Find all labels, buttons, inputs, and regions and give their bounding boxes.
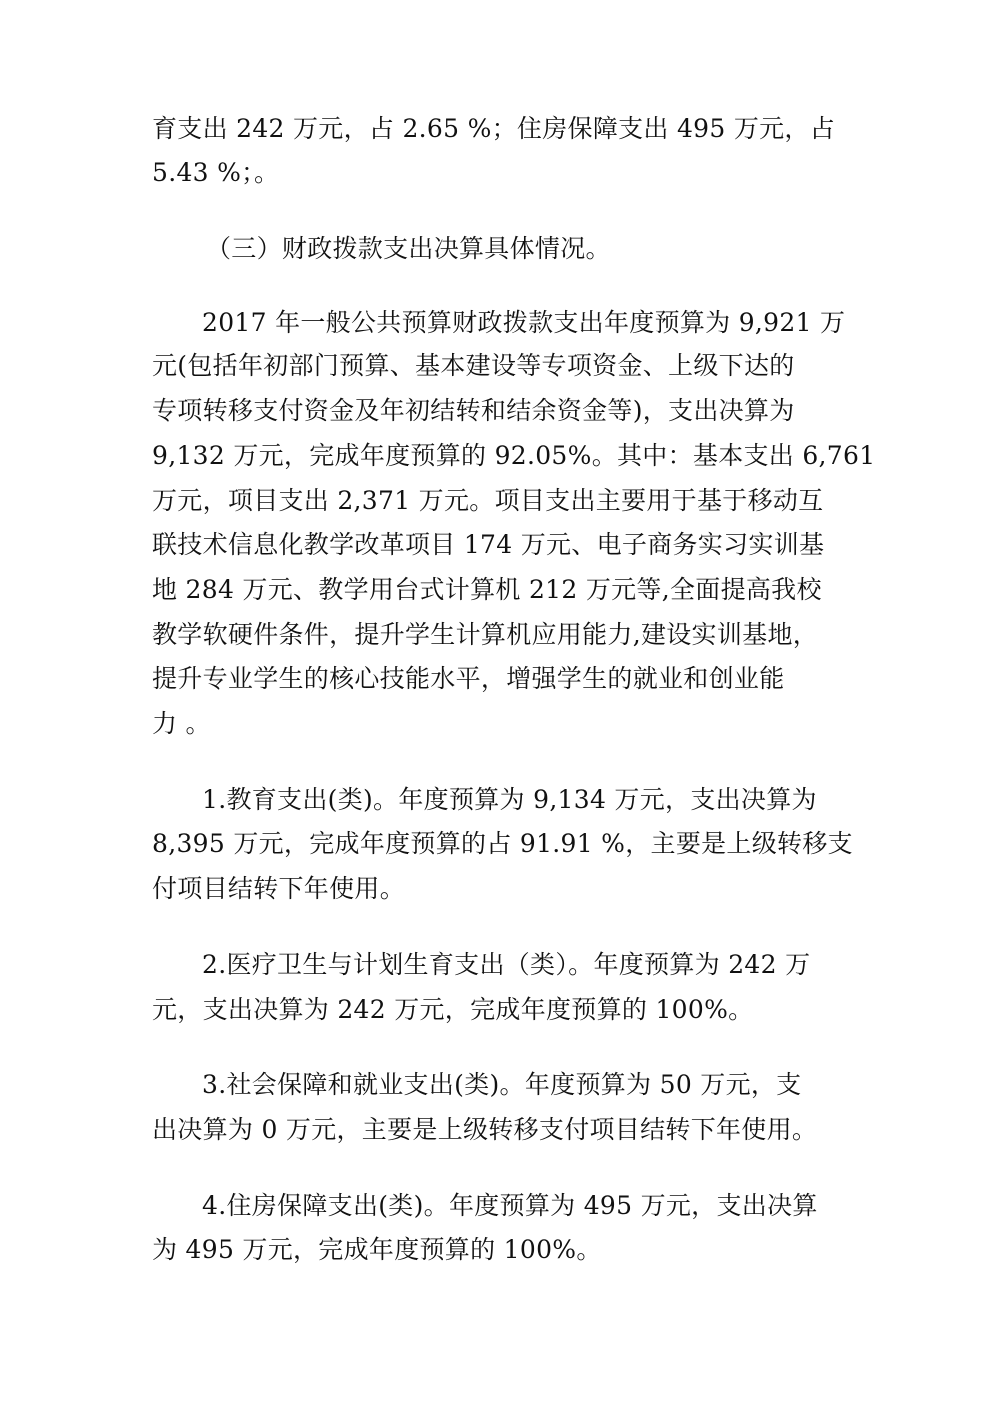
- text-line: 地 284 万元、教学用台式计算机 212 万元等,全面提高我校: [152, 575, 822, 604]
- text-line: 4.住房保障支出(类)。年度预算为 495 万元，支出决算: [202, 1191, 818, 1220]
- text-line: 万元，项目支出 2,371 万元。项目支出主要用于基于移动互: [152, 486, 824, 515]
- text-line: 1.教育支出(类)。年度预算为 9,134 万元，支出决算为: [202, 785, 817, 814]
- section-heading: （三）财政拨款支出决算具体情况。: [206, 234, 611, 263]
- text-line: 出决算为 0 万元，主要是上级转移支付项目结转下年使用。: [152, 1115, 818, 1144]
- text-line: 3.社会保障和就业支出(类)。年度预算为 50 万元，支: [202, 1070, 802, 1099]
- text-line: 2017 年一般公共预算财政拨款支出年度预算为 9,921 万: [202, 308, 846, 337]
- text-line: 为 495 万元，完成年度预算的 100%。: [152, 1235, 602, 1264]
- text-line: 8,395 万元，完成年度预算的占 91.91 %，主要是上级转移支: [152, 829, 853, 858]
- text-line: 育支出 242 万元，占 2.65 %；住房保障支出 495 万元，占: [152, 114, 836, 143]
- text-line: 付项目结转下年使用。: [152, 874, 406, 903]
- text-line: 2.医疗卫生与计划生育支出（类）。年度预算为 242 万: [202, 950, 811, 979]
- text-line: 专项转移支付资金及年初结转和结余资金等)，支出决算为: [152, 396, 795, 425]
- text-line: 元(包括年初部门预算、基本建设等专项资金、上级下达的: [152, 351, 795, 380]
- text-line: 教学软硬件条件，提升学生计算机应用能力,建设实训基地，: [152, 620, 819, 649]
- text-line: 元，支出决算为 242 万元，完成年度预算的 100%。: [152, 995, 754, 1024]
- text-line: 联技术信息化教学改革项目 174 万元、电子商务实习实训基: [152, 530, 825, 559]
- text-line: 9,132 万元，完成年度预算的 92.05%。其中：基本支出 6,761: [152, 441, 876, 470]
- text-line: 力 。: [152, 709, 211, 738]
- text-line: 5.43 %；。: [152, 158, 280, 187]
- text-line: 提升专业学生的核心技能水平，增强学生的就业和创业能: [152, 664, 785, 693]
